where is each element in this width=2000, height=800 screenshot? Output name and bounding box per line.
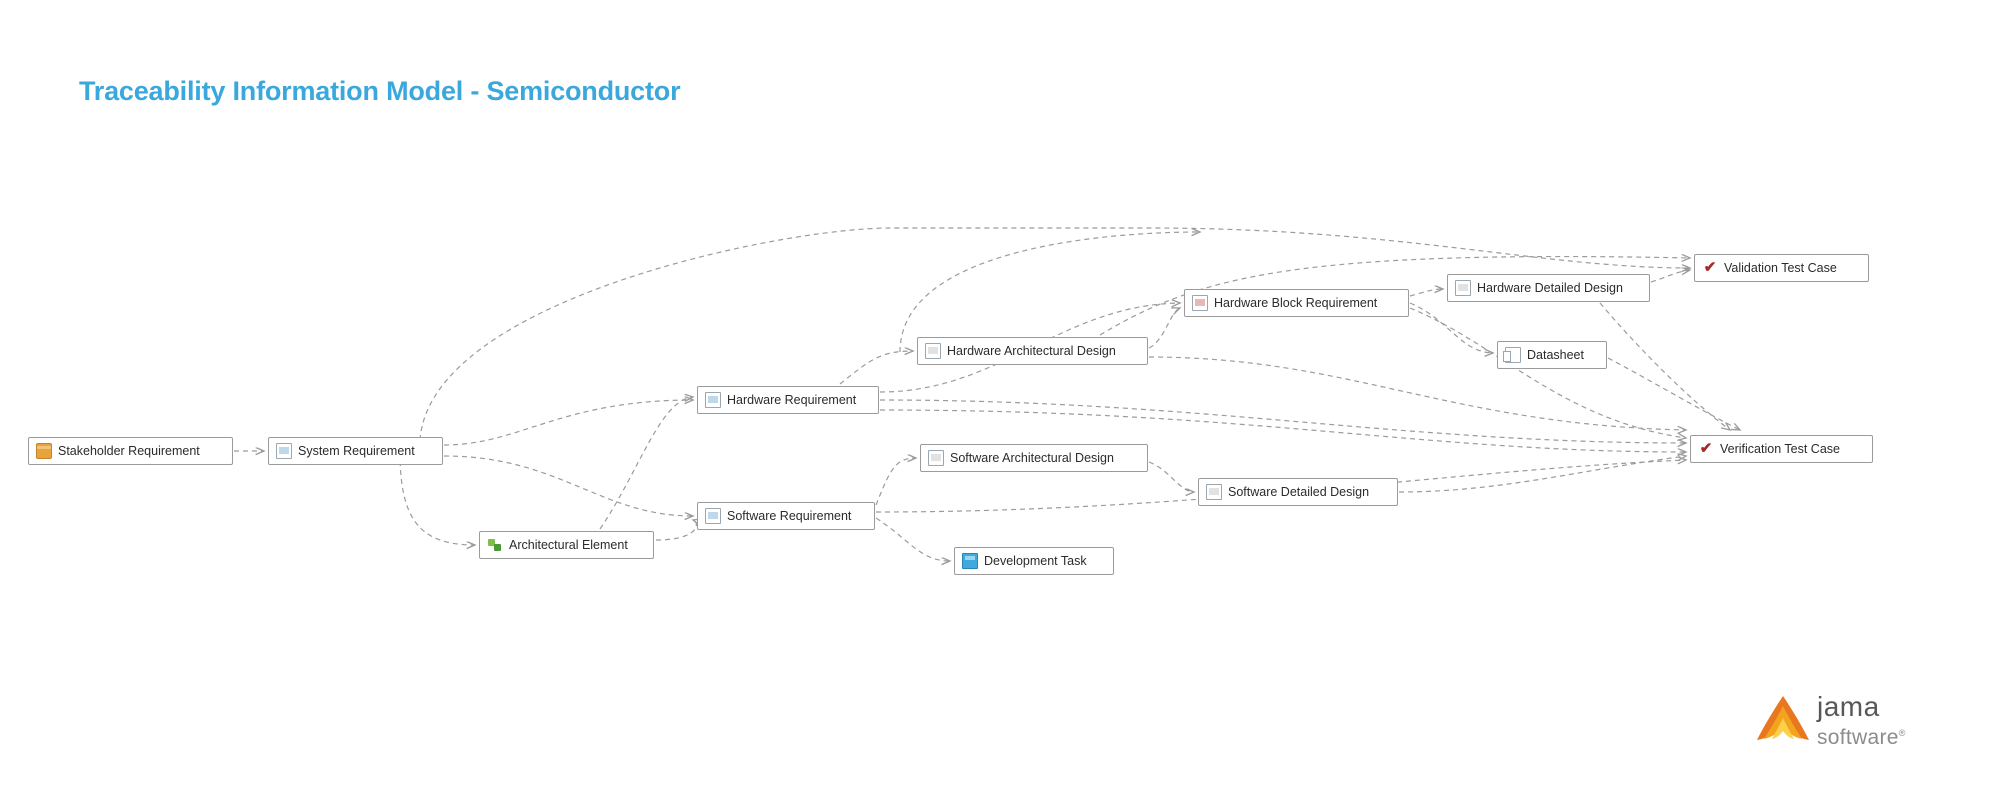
node-hardware-detailed-design[interactable]: [1447, 274, 1650, 302]
node-hardware-block-requirement[interactable]: [1184, 289, 1409, 317]
node-label: Verification Test Case: [1720, 442, 1840, 456]
puzzle-icon: [487, 537, 503, 553]
document-plain-icon: [925, 343, 941, 359]
node-label: Hardware Architectural Design: [947, 344, 1116, 358]
node-development-task[interactable]: [954, 547, 1114, 575]
node-label: Stakeholder Requirement: [58, 444, 200, 458]
node-hardware-architectural-design[interactable]: [917, 337, 1148, 365]
blue-square-icon: [962, 553, 978, 569]
jama-wordmark: [1817, 692, 1906, 749]
folder-icon: [36, 443, 52, 459]
page-title: Traceability Information Model - Semiconductor: [79, 76, 681, 106]
stack-icon: [1505, 347, 1521, 363]
jama-software-logo: [1755, 690, 1940, 752]
check-icon: [1698, 441, 1714, 457]
node-label: System Requirement: [298, 444, 415, 458]
document-plain-icon: [1206, 484, 1222, 500]
node-hardware-requirement[interactable]: [697, 386, 879, 414]
node-system-requirement[interactable]: [268, 437, 443, 465]
node-label: Software Requirement: [727, 509, 852, 523]
document-blue-icon: [705, 392, 721, 408]
node-software-requirement[interactable]: [697, 502, 875, 530]
node-software-detailed-design[interactable]: [1198, 478, 1398, 506]
node-architectural-element[interactable]: [479, 531, 654, 559]
node-label: Hardware Detailed Design: [1477, 281, 1623, 295]
trademark-symbol: ®: [1898, 728, 1906, 738]
node-label: Datasheet: [1527, 348, 1584, 362]
logo-word-bottom: software: [1817, 726, 1899, 749]
document-red-icon: [1192, 295, 1208, 311]
node-datasheet[interactable]: [1497, 341, 1607, 369]
node-label: Software Architectural Design: [950, 451, 1114, 465]
document-plain-icon: [1455, 280, 1471, 296]
node-software-architectural-design[interactable]: [920, 444, 1148, 472]
document-blue-icon: [705, 508, 721, 524]
node-label: Validation Test Case: [1724, 261, 1837, 275]
document-blue-icon: [276, 443, 292, 459]
node-stakeholder-requirement[interactable]: [28, 437, 233, 465]
node-label: Hardware Requirement: [727, 393, 857, 407]
node-label: Development Task: [984, 554, 1087, 568]
node-verification-test-case[interactable]: [1690, 435, 1873, 463]
document-plain-icon: [928, 450, 944, 466]
logo-word-top: jama: [1817, 691, 1880, 722]
node-label: Hardware Block Requirement: [1214, 296, 1378, 310]
node-validation-test-case[interactable]: [1694, 254, 1869, 282]
node-label: Architectural Element: [509, 538, 628, 552]
node-label: Software Detailed Design: [1228, 485, 1370, 499]
check-icon: [1702, 260, 1718, 276]
jama-mark-icon: [1755, 694, 1811, 746]
